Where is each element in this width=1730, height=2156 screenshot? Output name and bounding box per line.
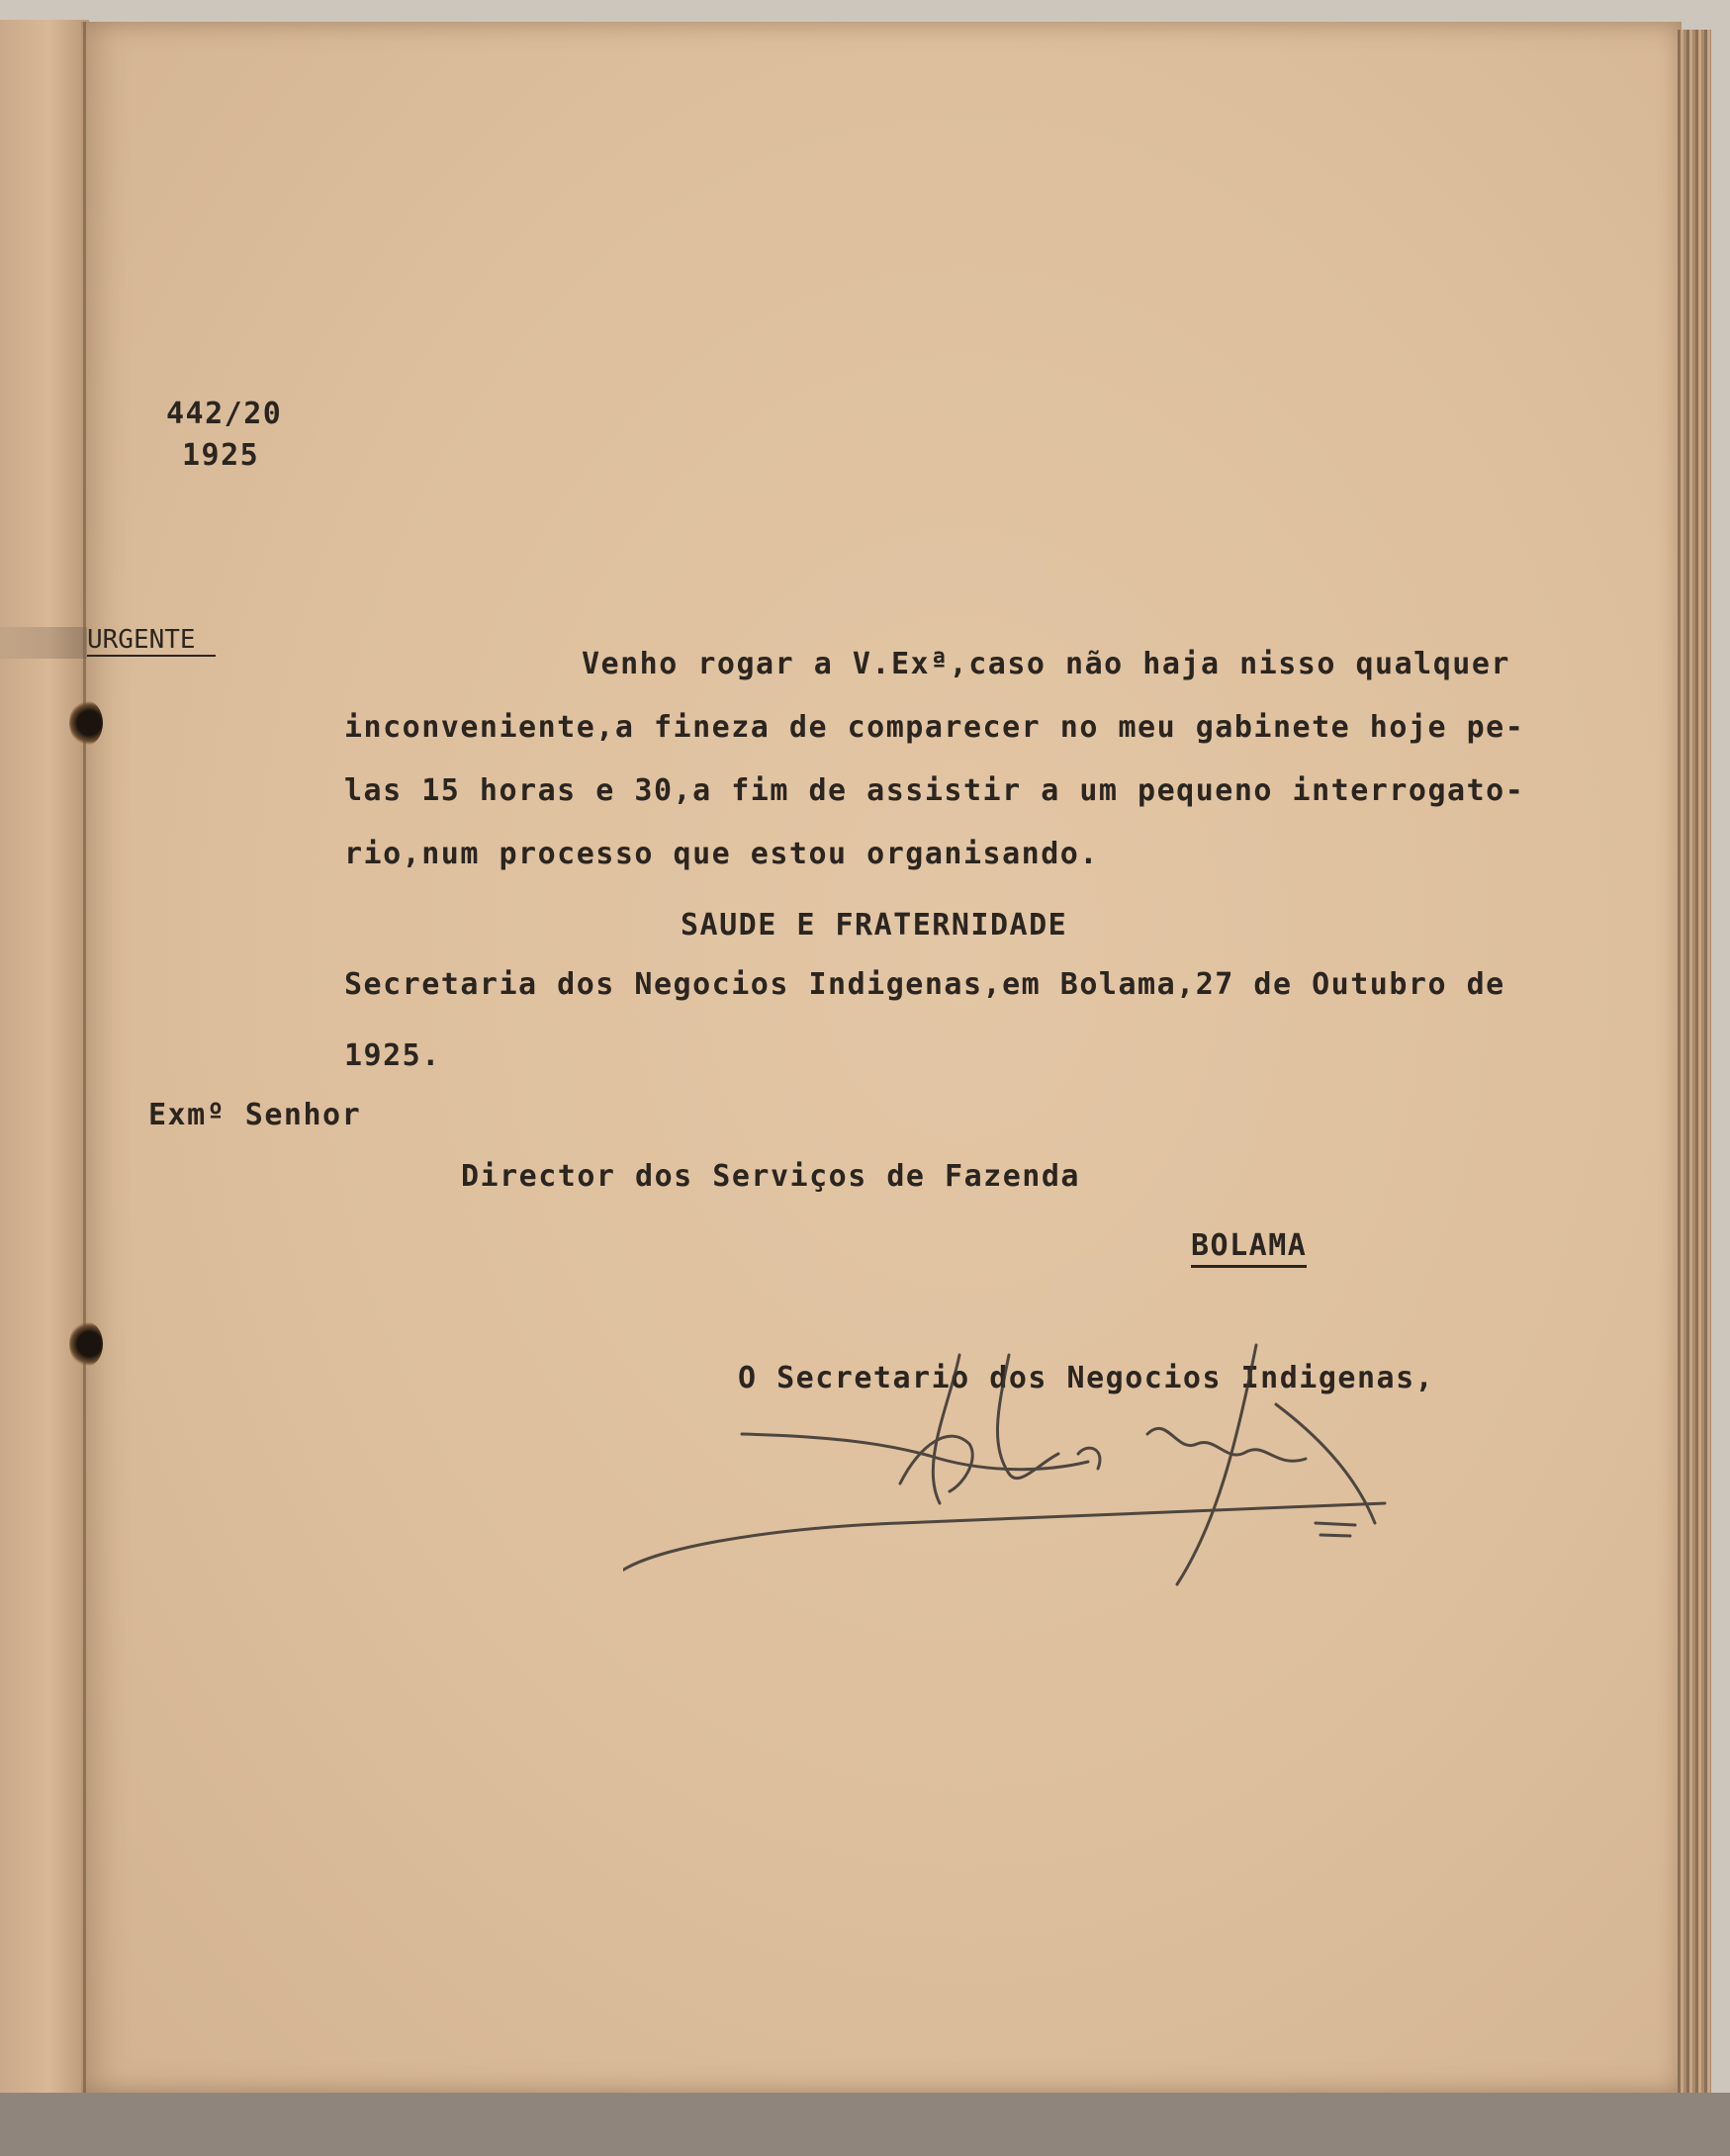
binding-spine <box>83 22 86 2093</box>
handwritten-signature <box>623 1325 1414 1592</box>
addressee-city: BOLAMA <box>1191 1228 1307 1268</box>
binding-bottom-edge <box>0 2093 1730 2156</box>
left-page-leaf <box>0 20 89 2116</box>
place-date-line-2: 1925. <box>344 1038 441 1073</box>
place-date-line-1: Secretaria dos Negocios Indigenas,em Bolama,27 de Outubro de <box>344 967 1505 1002</box>
reference-number: 442/20 <box>166 397 283 431</box>
addressee-title: Director dos Serviços de Fazenda <box>461 1159 1080 1194</box>
binder-hole-top <box>69 700 103 746</box>
binder-hole-bottom <box>69 1321 103 1367</box>
body-line-3: las 15 horas e 30,a fim de assistir a um pequeno interrogato- <box>344 773 1525 808</box>
urgent-stamp-bleed <box>0 627 87 659</box>
body-line-4: rio,num processo que estou organisando. <box>344 837 1099 871</box>
body-line-2: inconveniente,a fineza de comparecer no meu gabinete hoje pe- <box>344 710 1525 745</box>
reference-year: 1925 <box>182 438 260 473</box>
signatory-title: O Secretario dos Negocios Indigenas, <box>738 1361 1435 1395</box>
salutation: SAUDE E FRATERNIDADE <box>681 908 1068 943</box>
page-stack-edges <box>1678 30 1711 2097</box>
addressee-greeting: Exmº Senhor <box>148 1098 362 1132</box>
body-line-1: Venho rogar a V.Exª,caso não haja nisso qualquer <box>582 647 1510 681</box>
document-page <box>81 22 1682 2093</box>
urgent-label: URGENTE <box>87 625 216 657</box>
